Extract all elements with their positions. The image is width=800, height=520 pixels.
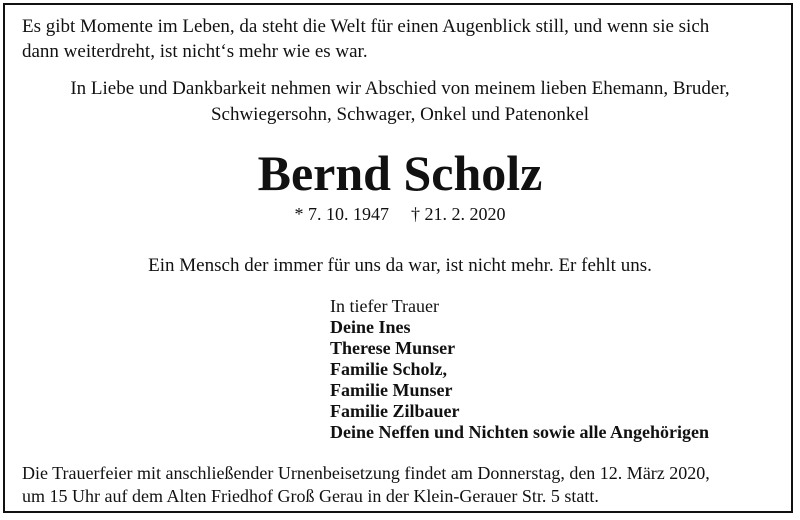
farewell-text: [0, 76, 800, 128]
life-dates: [0, 202, 800, 226]
intro-line-1: Es gibt Momente im Leben, da steht die Welt für einen Augenblick still, und wenn sie sich: [22, 16, 710, 37]
funeral-service-info: [22, 462, 792, 508]
farewell-line-2: Schwiegersohn, Schwager, Onkel und Patenonkel: [210, 104, 590, 125]
memorial-quote: Ein Mensch der immer für uns da war, ist nicht mehr. Er fehlt uns.: [148, 255, 652, 276]
mourner-name: Deine Neffen und Nichten sowie alle Angehörigen: [330, 422, 709, 442]
mourner-name: Deine Ines: [330, 317, 411, 337]
service-line-2: um 15 Uhr auf dem Alten Friedhof Groß Gerau in der Klein-Gerauer Str. 5 statt.: [22, 486, 599, 506]
service-line-1: Die Trauerfeier mit anschließender Urnenbeisetzung findet am Donnerstag, den 12. März 2020,: [22, 463, 710, 483]
mourners-list: [330, 296, 709, 443]
deceased-name: Bernd Scholz: [257, 145, 543, 201]
death-date: † 21. 2. 2020: [411, 204, 506, 224]
intro-text: [22, 14, 782, 64]
mourner-name: Therese Munser: [330, 338, 456, 358]
mourner-name: Familie Zilbauer: [330, 401, 460, 421]
mourner-name: Familie Scholz,: [330, 359, 447, 379]
intro-line-2: dann weiterdreht, ist nicht‘s mehr wie es war.: [22, 41, 368, 62]
farewell-line-1: In Liebe und Dankbarkeit nehmen wir Abschied von meinem lieben Ehemann, Bruder,: [70, 78, 730, 99]
mourner-name: Familie Munser: [330, 380, 453, 400]
birth-date: * 7. 10. 1947: [294, 204, 389, 224]
mourners-heading: In tiefer Trauer: [330, 296, 439, 316]
